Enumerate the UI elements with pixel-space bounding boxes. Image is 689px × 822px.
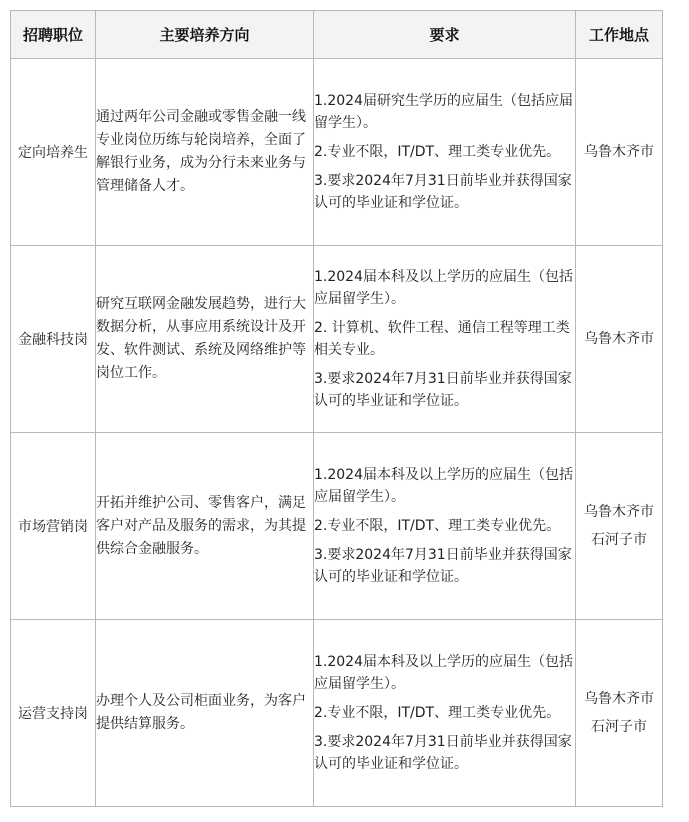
direction-cell: 开拓并维护公司、零售客户，满足客户对产品及服务的需求，为其提供综合金融服务。 <box>96 433 314 620</box>
position-cell: 运营支持岗 <box>11 620 96 807</box>
location-item: 乌鲁木齐市 <box>584 690 654 707</box>
position-cell: 市场营销岗 <box>11 433 96 620</box>
position-cell: 定向培养生 <box>11 59 96 246</box>
table-row <box>11 246 663 433</box>
location-cell <box>576 620 663 807</box>
recruitment-table <box>10 10 663 807</box>
table-row <box>11 59 663 246</box>
requirement-item: 1.2024届本科及以上学历的应届生（包括应届留学生）。 <box>314 654 573 692</box>
requirement-item: 2.专业不限，IT/DT、理工类专业优先。 <box>314 144 561 160</box>
requirement-item: 2. 计算机、软件工程、通信工程等理工类相关专业。 <box>314 320 570 358</box>
requirement-item: 1.2024届本科及以上学历的应届生（包括应届留学生）。 <box>314 467 573 505</box>
requirement-item: 3.要求2024年7月31日前毕业并获得国家认可的毕业证和学位证。 <box>314 734 572 772</box>
header-location: 工作地点 <box>576 11 663 59</box>
requirements-cell <box>314 59 576 246</box>
direction-cell: 通过两年公司金融或零售金融一线专业岗位历练与轮岗培养，全面了解银行业务，成为分行未来业务与管理储备人才。 <box>96 59 314 246</box>
direction-cell: 研究互联网金融发展趋势，进行大数据分析，从事应用系统设计及开发、软件测试、系统及网络维护等岗位工作。 <box>96 246 314 433</box>
header-position: 招聘职位 <box>11 11 96 59</box>
requirement-item: 2.专业不限，IT/DT、理工类专业优先。 <box>314 705 561 721</box>
table-header <box>11 11 663 59</box>
requirements-cell <box>314 620 576 807</box>
header-requirements: 要求 <box>314 11 576 59</box>
header-row <box>11 11 663 59</box>
requirement-item: 3.要求2024年7月31日前毕业并获得国家认可的毕业证和学位证。 <box>314 173 572 211</box>
requirement-item: 1.2024届研究生学历的应届生（包括应届留学生）。 <box>314 93 573 131</box>
requirements-cell <box>314 433 576 620</box>
location-item: 石河子市 <box>591 531 647 548</box>
requirements-cell <box>314 246 576 433</box>
location-item: 石河子市 <box>591 718 647 735</box>
direction-cell: 办理个人及公司柜面业务，为客户提供结算服务。 <box>96 620 314 807</box>
requirement-item: 2.专业不限，IT/DT、理工类专业优先。 <box>314 518 561 534</box>
requirement-item: 3.要求2024年7月31日前毕业并获得国家认可的毕业证和学位证。 <box>314 371 572 409</box>
location-cell <box>576 433 663 620</box>
header-direction: 主要培养方向 <box>96 11 314 59</box>
location-cell <box>576 59 663 246</box>
location-item: 乌鲁木齐市 <box>584 503 654 520</box>
table-row <box>11 620 663 807</box>
location-item: 乌鲁木齐市 <box>584 330 654 347</box>
location-cell <box>576 246 663 433</box>
requirement-item: 3.要求2024年7月31日前毕业并获得国家认可的毕业证和学位证。 <box>314 547 572 585</box>
position-cell: 金融科技岗 <box>11 246 96 433</box>
requirement-item: 1.2024届本科及以上学历的应届生（包括应届留学生）。 <box>314 269 573 307</box>
table-row <box>11 433 663 620</box>
location-item: 乌鲁木齐市 <box>584 143 654 160</box>
table-body <box>11 59 663 807</box>
